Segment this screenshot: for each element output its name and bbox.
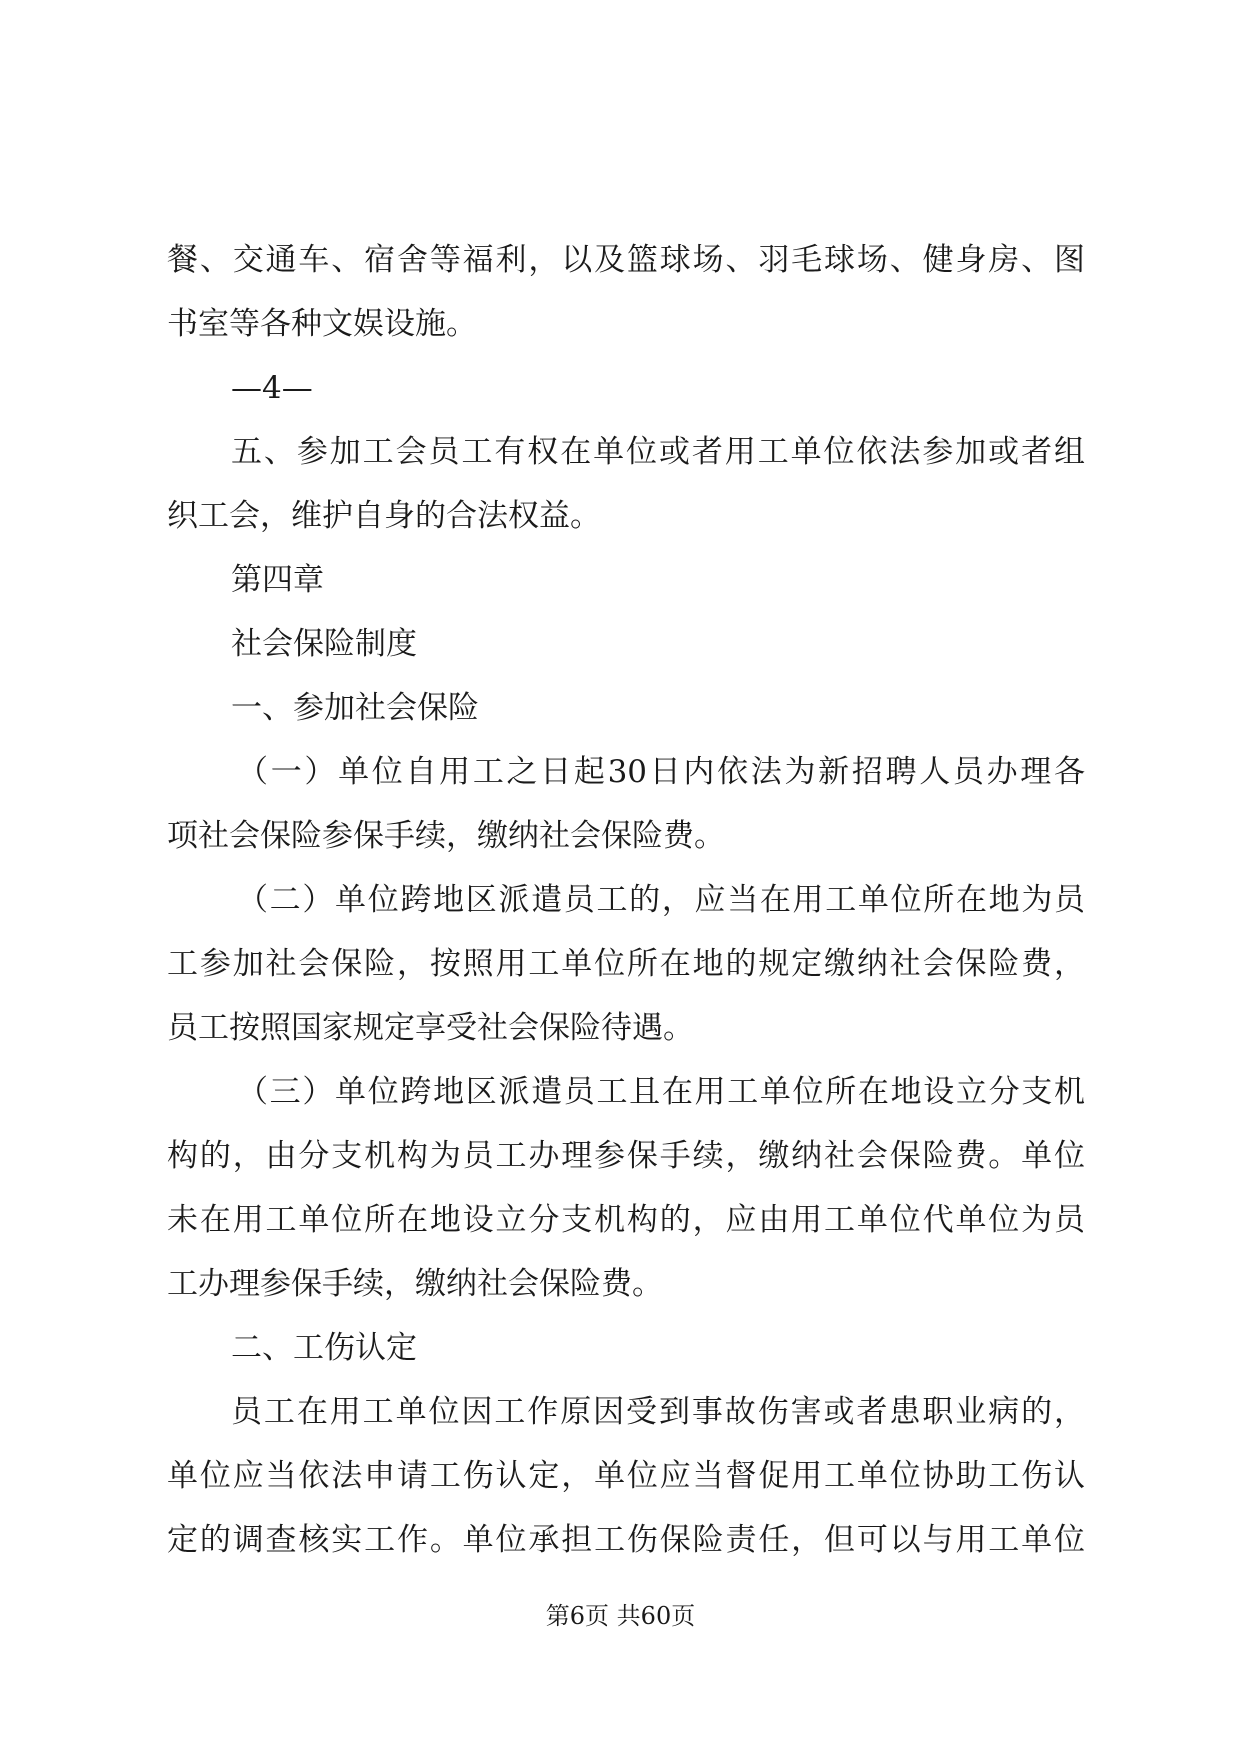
line-text: （二）单位跨地区派遣员工的，应当在用工单位所在地为员 bbox=[237, 882, 1085, 918]
line-text: 构的，由分支机构为员工办理参保手续，缴纳社会保险费。单位 bbox=[167, 1138, 1085, 1174]
text-line bbox=[167, 1508, 1085, 1572]
page-number-footer: 第6页 共60页 bbox=[545, 1602, 696, 1630]
chapter-title bbox=[167, 612, 1085, 676]
section-heading bbox=[167, 1316, 1085, 1380]
line-text: 单位应当依法申请工伤认定，单位应当督促用工单位协助工伤认 bbox=[167, 1458, 1085, 1494]
text-line bbox=[167, 740, 1085, 804]
line-text: 餐、交通车、宿舍等福利，以及篮球场、羽毛球场、健身房、图 bbox=[167, 242, 1085, 278]
text-line bbox=[167, 868, 1085, 932]
line-text: 二、工伤认定 bbox=[231, 1330, 417, 1366]
line-text: 未在用工单位所在地设立分支机构的，应由用工单位代单位为员 bbox=[167, 1202, 1085, 1238]
text-line bbox=[167, 1188, 1085, 1252]
text-line bbox=[167, 1124, 1085, 1188]
line-text: （一）单位自用工之日起30日内依法为新招聘人员办理各 bbox=[237, 754, 1085, 790]
text-line bbox=[167, 1060, 1085, 1124]
text-line bbox=[167, 1380, 1085, 1444]
document-body bbox=[167, 228, 1085, 1572]
line-text: （三）单位跨地区派遣员工且在用工单位所在地设立分支机 bbox=[237, 1074, 1085, 1110]
page-marker-line bbox=[167, 356, 1085, 420]
line-text: 员工按照国家规定享受社会保险待遇。 bbox=[167, 1010, 694, 1046]
line-text: 员工在用工单位因工作原因受到事故伤害或者患职业病的， bbox=[231, 1394, 1085, 1430]
line-text: 第四章 bbox=[231, 562, 324, 598]
text-line bbox=[167, 292, 1085, 356]
line-text: 一、参加社会保险 bbox=[231, 690, 479, 726]
text-line bbox=[167, 1444, 1085, 1508]
line-text: 五、参加工会员工有权在单位或者用工单位依法参加或者组 bbox=[231, 434, 1085, 470]
section-heading bbox=[167, 676, 1085, 740]
line-text: 工参加社会保险，按照用工单位所在地的规定缴纳社会保险费， bbox=[167, 946, 1085, 982]
text-line bbox=[167, 484, 1085, 548]
line-text: 织工会，维护自身的合法权益。 bbox=[167, 498, 601, 534]
text-line bbox=[167, 420, 1085, 484]
line-text: 社会保险制度 bbox=[231, 626, 417, 662]
line-text: 书室等各种文娱设施。 bbox=[167, 306, 477, 342]
line-text: 工办理参保手续，缴纳社会保险费。 bbox=[167, 1266, 663, 1302]
text-line bbox=[167, 1252, 1085, 1316]
text-line bbox=[167, 804, 1085, 868]
text-line bbox=[167, 932, 1085, 996]
line-text: 项社会保险参保手续，缴纳社会保险费。 bbox=[167, 818, 725, 854]
text-line bbox=[167, 996, 1085, 1060]
chapter-heading bbox=[167, 548, 1085, 612]
text-line bbox=[167, 228, 1085, 292]
line-text: 定的调查核实工作。单位承担工伤保险责任，但可以与用工单位 bbox=[167, 1522, 1085, 1558]
line-text: —4— bbox=[231, 370, 313, 406]
